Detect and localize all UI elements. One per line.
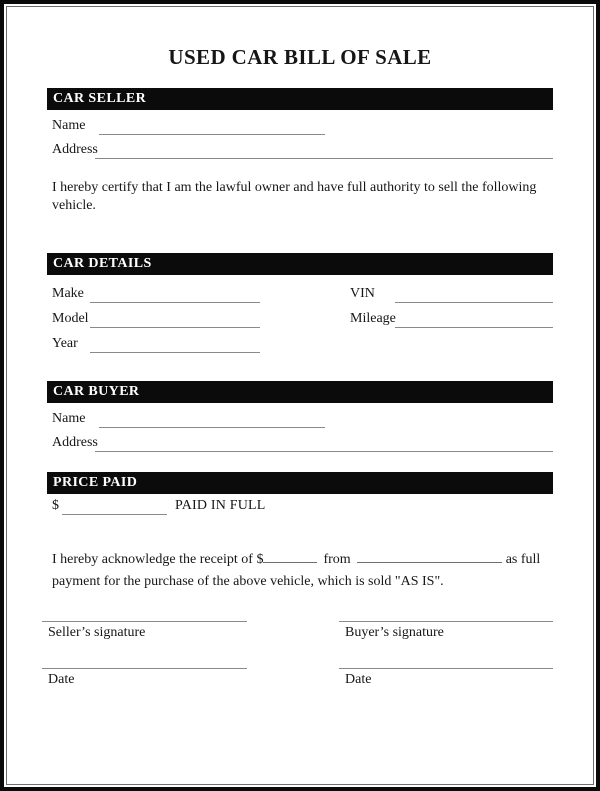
buyer-address-field[interactable] xyxy=(95,438,553,452)
page-title: USED CAR BILL OF SALE xyxy=(168,45,432,69)
acknowledgment-from-word: from xyxy=(323,552,351,567)
buyer-signature-column xyxy=(339,621,553,689)
payer-name-field[interactable] xyxy=(357,549,502,563)
year-field[interactable] xyxy=(90,339,260,353)
mileage-field[interactable] xyxy=(395,314,553,328)
model-row xyxy=(47,308,345,328)
seller-address-row xyxy=(47,141,553,159)
seller-name-row xyxy=(47,117,553,135)
year-row xyxy=(47,333,345,353)
make-label: Make xyxy=(52,286,84,301)
price-amount-field[interactable] xyxy=(62,501,167,515)
certify-statement: I hereby certify that I am the lawful owner and have full authority to sell the following vehicle. xyxy=(52,180,537,213)
car-details-right-column xyxy=(345,283,553,353)
receipt-amount-field[interactable] xyxy=(263,549,317,563)
buyer-name-field[interactable] xyxy=(99,414,325,428)
seller-signature-label: Seller’s signature xyxy=(48,625,146,640)
mileage-label: Mileage xyxy=(350,311,396,326)
seller-signature-column xyxy=(42,621,247,689)
signature-block xyxy=(42,621,553,689)
acknowledgment-suffix: as full xyxy=(505,552,541,567)
seller-address-field[interactable] xyxy=(95,145,553,159)
mileage-row xyxy=(345,308,553,328)
form-inner-frame xyxy=(6,6,594,785)
model-field[interactable] xyxy=(90,314,260,328)
buyer-address-label: Address xyxy=(52,435,98,450)
acknowledgment-prefix: I hereby acknowledge the receipt of $ xyxy=(52,552,264,567)
seller-date-label: Date xyxy=(48,672,75,687)
make-row xyxy=(47,283,345,303)
section-header-price-paid: PRICE PAID xyxy=(47,472,553,494)
seller-name-field[interactable] xyxy=(99,121,325,135)
acknowledgment-line2: payment for the purchase of the above vehicle, which is sold "AS IS". xyxy=(52,574,444,589)
make-field[interactable] xyxy=(90,289,260,303)
section-header-car-buyer: CAR BUYER xyxy=(47,381,553,403)
buyer-date-label: Date xyxy=(345,672,372,687)
buyer-address-row xyxy=(47,434,553,452)
year-label: Year xyxy=(52,336,78,351)
seller-name-label: Name xyxy=(52,118,86,133)
car-details-grid xyxy=(47,283,553,353)
seller-address-label: Address xyxy=(52,142,98,157)
price-paid-row xyxy=(47,497,553,515)
currency-symbol: $ xyxy=(52,498,59,513)
vin-label: VIN xyxy=(350,286,375,301)
acknowledgment-text xyxy=(47,549,553,593)
vin-field[interactable] xyxy=(395,289,553,303)
vin-row xyxy=(345,283,553,303)
buyer-name-row xyxy=(47,410,553,428)
paid-in-full-label: PAID IN FULL xyxy=(175,498,266,513)
model-label: Model xyxy=(52,311,89,326)
section-header-car-seller: CAR SELLER xyxy=(47,88,553,110)
buyer-signature-label: Buyer’s signature xyxy=(345,625,444,640)
car-details-left-column xyxy=(47,283,345,353)
section-header-car-details: CAR DETAILS xyxy=(47,253,553,275)
buyer-name-label: Name xyxy=(52,411,86,426)
